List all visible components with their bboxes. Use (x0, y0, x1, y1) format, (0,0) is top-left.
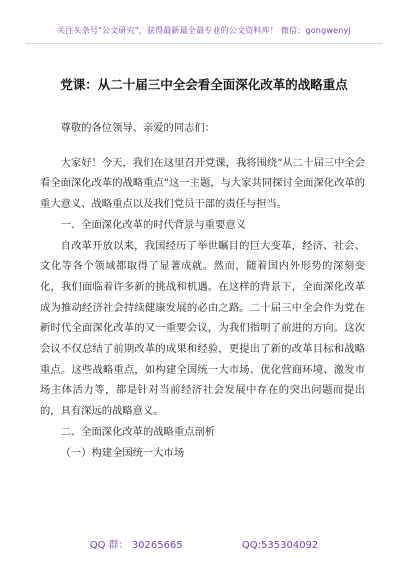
document-body (40, 118, 365, 463)
header-notice: 关注头条号"公文研究"，获得最新最全最专业的公文资料库！ 微信：gongwenyj (57, 26, 351, 35)
salutation: 尊敬的各位领导、亲爱的同志们： (60, 122, 216, 134)
section-heading-2: 二、全面深化改革的战略重点剖析 (60, 425, 216, 438)
paragraph-intro: 大家好！今天，我们在这里召开党课，我将围绕“从二十届三中全会看全面深化改革的战略重点”这一主题，与大家共同探讨全面深化改革的重大意义、战略重点以及我们党员干部的责任与担当。 (40, 156, 365, 211)
footer-contact (0, 536, 408, 551)
footer-qq-number: QQ:535304092 (241, 540, 319, 551)
document-title: 党课：从二十届三中全会看全面深化改革的战略重点 (60, 77, 348, 92)
footer-qq-group: QQ 群： 30265665 (89, 540, 183, 551)
subsection-heading-1: （一）构建全国统一大市场 (60, 446, 185, 459)
section-heading-1: 一、全面深化改革的时代背景与重要意义 (60, 218, 246, 231)
header-divider (26, 43, 382, 44)
paragraph-background: 自改革开放以来，我国经历了举世瞩目的巨大变革，经济、社会、文化等各个领域都取得了显著成就。然而，随着国内外形势的深刻变化，我们面临着许多新的挑战和机遇。在这样的背景下，全面深化改革成为推动经济社会持续健康发展的必由之路。二十届三中全会作为党在新时代全面深化改革的又一重要会议，为我们指明了前进的方向。这次会议不仅总结了前期改革的成果和经验，更提出了新的改革目标和战略重点。这些战略重点，如构建全国统一大市场、优化营商环境、激发市场主体活力等，都是针对当前经济社会发展中存在的突出问题而提出的，具有深远的战略意义。 (40, 239, 365, 418)
